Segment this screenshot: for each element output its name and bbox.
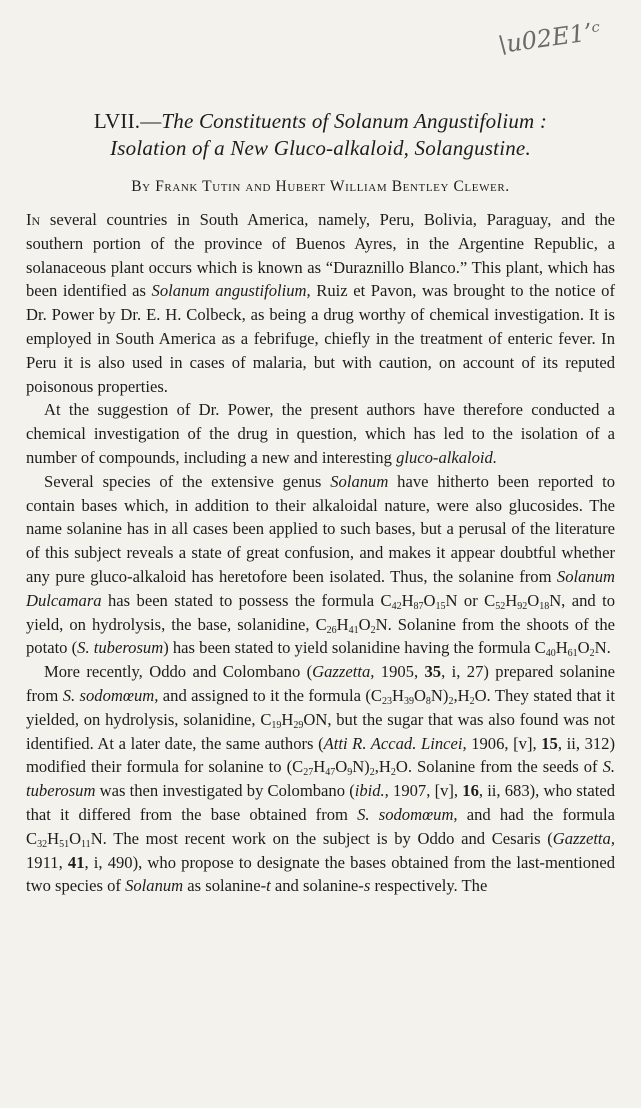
text-run: ,H [453, 685, 470, 705]
species-name: S. tuberosum [26, 757, 616, 801]
subscript: 2 [370, 624, 376, 636]
species-name: S. tuberosum [77, 638, 164, 658]
text-run: O [577, 638, 590, 658]
subscript: 2 [369, 767, 375, 779]
handwritten-mark: \u02E1’ᶜ [496, 16, 603, 60]
text-run: O [527, 590, 540, 610]
subscript: 42 [391, 600, 402, 612]
subscript: 2 [589, 648, 595, 660]
text-run: H [336, 614, 349, 634]
text-run: have hitherto been reported to contain bases which, in addition to their alkaloidal nature, were also glucosides. The name solanine has in all cases been applied to such bases, but a perusal of the literature of this subject reveals a state of great confusion, and makes it appear doubtful whether any pure gluco-alkaloid has heretofore been isolated. Thus, the solanine from [26, 471, 615, 586]
text-run: At the suggestion of Dr. Power, the present authors have therefore conducted a chemical investigation of the drug in question, which has led to the isolation of a number of compounds, including a new and interesting [26, 400, 615, 467]
species-name: Solanum angustifolium, [151, 281, 311, 301]
paragraph-2 [26, 398, 615, 469]
article-body [26, 208, 615, 898]
text-run: ON, but the sugar that was also found was not identified. At a later date, the same authors ( [26, 709, 615, 753]
text-run: O [423, 590, 436, 610]
journal-name: Atti R. Accad. Lincei, [323, 733, 467, 753]
byline-prefix: By [131, 178, 151, 195]
text-run: O. Solanine from the seeds of [395, 757, 603, 777]
text-run: was then investigated by Colombano ( [95, 781, 355, 801]
subscript: 11 [81, 838, 91, 850]
text-run: N. Solanine from the shoots of the potato ( [26, 614, 615, 658]
subscript: 26 [326, 624, 337, 636]
genus-name: Solanum [330, 471, 389, 491]
byline-conjunction: and [245, 178, 272, 195]
author-2: Hubert William Bentley Clewer. [275, 178, 510, 195]
text-run: N) [430, 685, 449, 705]
subscript: 39 [403, 695, 414, 707]
article-title [26, 108, 615, 162]
journal-name: Gazzetta, [312, 662, 375, 682]
subscript: 2 [448, 695, 454, 707]
subscript: 15 [435, 600, 446, 612]
text-run: Ruiz et Pavon, was brought to the notice of Dr. Power by Dr. E. H. Colbeck, as being a drug worthy of chemical investigation. It is employed in South America as a febrifuge, chiefly in the treatment of enteric fever. In Peru it is also used in cases of malaria, but with caution, on account of its reputed poisonous properties. [26, 281, 615, 396]
subscript: 23 [381, 695, 392, 707]
journal-name: Gazzetta, [552, 828, 615, 848]
text-run: 1906, [v], [466, 733, 542, 753]
subscript: 47 [325, 767, 336, 779]
text-run: H [313, 757, 326, 777]
species-name: S. sodomœum, [62, 685, 159, 705]
text-run: H [401, 590, 414, 610]
text-run: O [413, 685, 426, 705]
subscript: 18 [539, 600, 550, 612]
subscript: 27 [303, 767, 314, 779]
subscript: 87 [413, 600, 424, 612]
subscript: 40 [545, 648, 556, 660]
volume-number: 41 [67, 852, 85, 872]
species-name: S. sodomœum, [357, 804, 458, 824]
text-run: O [69, 828, 82, 848]
text-run: N. The most recent work on the subject is by Oddo and Cesaris ( [90, 828, 553, 848]
paragraph-4 [26, 660, 615, 898]
text-run: Several species of the extensive genus [44, 471, 331, 491]
text-run: O [335, 757, 348, 777]
text-run: has been stated to possess the formula C [101, 590, 392, 610]
text-run: 1911, [26, 852, 68, 872]
subscript: 2 [469, 695, 475, 707]
text-run: O [358, 614, 371, 634]
text-run: and solanine- [270, 876, 364, 896]
text-run: 1905, [374, 662, 425, 682]
text-run: 1907, [v], [388, 781, 463, 801]
text-run: and assigned to it the formula (C [158, 685, 382, 705]
text-run: respectively. The [370, 876, 488, 896]
subscript: 61 [567, 648, 578, 660]
subscript: 8 [425, 695, 431, 707]
volume-number: 35 [424, 662, 442, 682]
subscript: 9 [347, 767, 353, 779]
title-line-2: Isolation of a New Gluco-alkaloid, Solangustine. [110, 136, 531, 160]
subscript: 52 [495, 600, 506, 612]
text-run: N. [594, 638, 611, 658]
emphasis: gluco-alkaloid. [396, 447, 497, 467]
paragraph-1 [26, 208, 615, 398]
dropcap-word: In [26, 210, 41, 229]
subscript: 2 [390, 767, 396, 779]
text-run: , i, 27) prepared solanine from [26, 662, 615, 705]
text-run: N, and to yield, on hydrolysis, the base, solanidine, C [26, 590, 615, 634]
subscript: 92 [517, 600, 528, 612]
suffix-letter: s [363, 876, 371, 896]
title-line-1: The Constituents of Solanum Angustifolium : [161, 109, 548, 133]
text-run: H [555, 638, 568, 658]
suffix-letter: t [266, 876, 271, 896]
text-run: More recently, Oddo and Colombano ( [44, 662, 313, 682]
subscript: 51 [59, 838, 70, 850]
byline [26, 178, 615, 196]
genus-name: Solanum [125, 876, 184, 896]
text-run: as solanine- [183, 876, 267, 896]
subscript: 19 [271, 719, 282, 731]
subscript: 29 [293, 719, 304, 731]
citation-ibid: ibid., [354, 781, 389, 801]
text-run: ,H [374, 757, 391, 777]
text-run: ) has been stated to yield solanidine having the formula C [163, 638, 546, 658]
text-run: H [505, 590, 518, 610]
text-run: , ii, 312) modified their formula for solanine to (C [26, 733, 615, 777]
paragraph-3 [26, 470, 615, 660]
text-run: several countries in South America, namely, Peru, Bolivia, Paraguay, and the southern portion of the province of Buenos Ayres, in the Argentine Republic, a solanaceous plant occurs which is known as “Duraznillo Blanco.” This plant, which has been identified as [26, 210, 615, 301]
text-run: and had the formula C [26, 804, 615, 848]
text-run: N) [352, 757, 370, 777]
subscript: 32 [37, 838, 48, 850]
author-1: Frank Tutin [155, 178, 241, 195]
volume-number: 15 [541, 733, 558, 753]
text-run: , i, 490), who propose to designate the bases obtained from the last-mentioned two species of [26, 852, 616, 896]
article-number: LVII.— [93, 109, 162, 133]
text-run: H [281, 709, 294, 729]
text-run: , ii, 683), who stated that it differed from the base obtained from [26, 781, 615, 824]
text-run: H [47, 828, 60, 848]
volume-number: 16 [462, 781, 479, 801]
text-run: O. They stated that it yielded, on hydrolysis, solanidine, C [26, 685, 615, 729]
subscript: 41 [348, 624, 359, 636]
text-run: H [391, 685, 404, 705]
text-run: N or C [445, 590, 496, 610]
article-page [26, 108, 615, 898]
species-name: Solanum Dulcamara [26, 566, 615, 610]
